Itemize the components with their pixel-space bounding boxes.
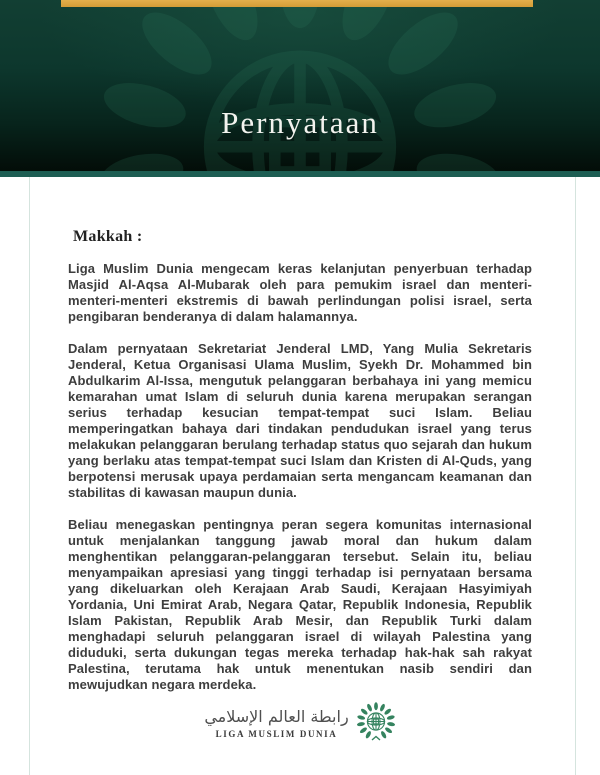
mwl-emblem-icon — [356, 702, 396, 742]
page-title: Pernyataan — [221, 105, 379, 140]
gold-accent-bar — [61, 0, 533, 7]
statement-paragraph-3: Beliau menegaskan pentingnya peran segera komunitas internasional untuk menjalankan tanggung jawab moral dan hukum dalam menghentikan pelanggaran-pelanggaran tersebut. Selain itu, beliau menyampaikan apresiasi yang tinggi terhadap isi pernyataan bersama yang dikeluarkan oleh Kerajaan Arab Saudi, Kerajaan Hasyimiyah Yordania, Uni Emirat Arab, Negara Qatar, Republik Indonesia, Republik Islam Pakistan, Republik Arab Mesir, dan Republik Turki dalam menghadapi seluruh pelanggaran israel di wilayah Palestina yang diduduki, serta dukungan tegas mereka terhadap hak-hak sah rakyat Palestina, terutama hak untuk menentukan nasib sendiri dan mewujudkan negara merdeka. — [68, 517, 532, 692]
organization-name-latin: LIGA MUSLIM DUNIA — [215, 728, 338, 739]
statement-header — [0, 0, 600, 171]
organization-name-arabic: رابطة العالم الإسلامي — [204, 706, 349, 726]
statement-paragraph-2: Dalam pernyataan Sekretariat Jenderal LMD, Yang Mulia Sekretaris Jenderal, Ketua Organisasi Ulama Muslim, Syekh Dr. Mohammed bin Abdulkarim Al-Issa, mengutuk pelanggaran berbahaya ini yang memicu kemarahan umat Islam di seluruh dunia karena merupakan serangan serius terhadap kesucian tempat-tempat suci Islam. Beliau memperingatkan bahaya dari tindakan pendudukan israel yang terus melakukan pelanggaran berulang terhadap status quo sejarah dan hukum yang berlaku atas tempat-tempat suci Islam dan Kristen di Al-Quds, yang berpotensi merusak upaya perdamaian serta mengancam keamanan dan stabilitas di kawasan maupun dunia. — [68, 341, 532, 500]
organization-logo-text — [204, 706, 348, 739]
statement-body — [30, 177, 575, 693]
statement-paragraph-1: Liga Muslim Dunia mengecam keras kelanjutan penyerbuan terhadap Masjid Al-Aqsa Al-Mubarak oleh para pemukim israel dan menteri-menteri-menteri ekstremis di bawah perlindungan polisi israel, serta pengibaran benderanya di dalam halamannya. — [68, 261, 532, 324]
header-watermark-emblem — [90, 0, 510, 171]
statement-card — [29, 177, 576, 775]
organization-logo — [0, 702, 600, 742]
location-heading: Makkah : — [73, 228, 143, 245]
